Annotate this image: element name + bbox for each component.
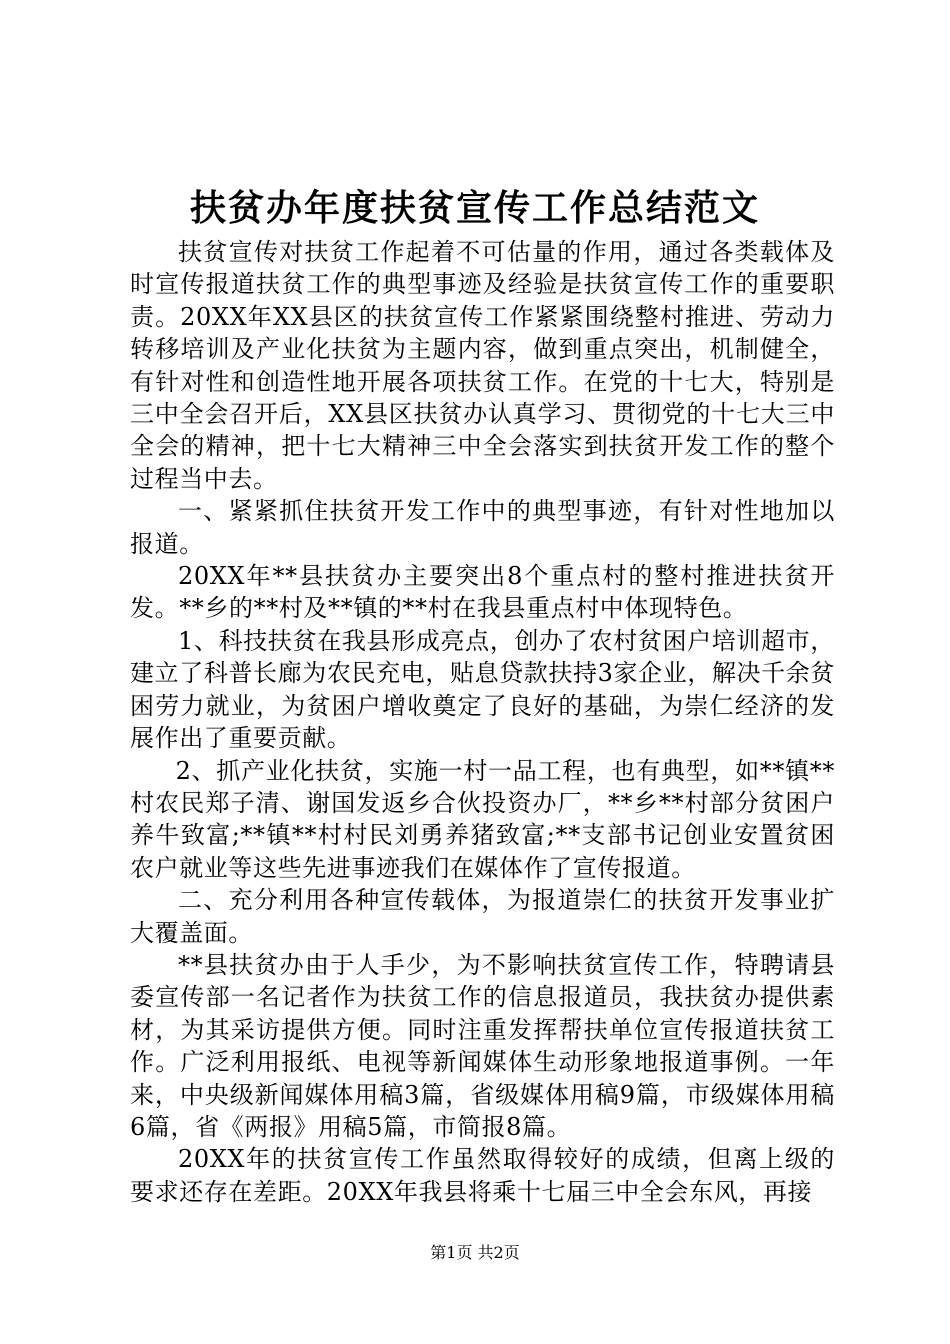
paragraph-outlook: 20XX年的扶贫宣传工作虽然取得较好的成绩，但离上级的要求还存在差距。20XX年我县将乘十七届三中全会东风，再接 (130, 1145, 835, 1206)
page-footer: 第1页 共2页 (430, 1243, 520, 1262)
paragraph-intro: 扶贫宣传对扶贫工作起着不可估量的作用，通过各类载体及时宣传报道扶贫工作的典型事迹及经验是扶贫宣传工作的重要职责。20XX年XX县区的扶贫宣传工作紧紧围绕整村推进、劳动力转移培训及产业化扶贫为主题内容，做到重点突出，机制健全，有针对性和创造性地开展各项扶贫工作。在党的十七大，特别是三中全会召开后，XX县区扶贫办认真学习、贯彻党的十七大三中全会的精神，把十七大精神三中全会落实到扶贫开发工作的整个过程当中去。 (130, 238, 835, 493)
paragraph-tech-poverty: 1、科技扶贫在我县形成亮点，创办了农村贫困户培训超市，建立了科普长廊为农民充电，贴息贷款扶持3家企业，解决千余贫困劳力就业，为贫困户增收奠定了良好的基础，为崇仁经济的发展作出了重要贡献。 (130, 626, 835, 753)
document-title: 扶贫办年度扶贫宣传工作总结范文 (189, 187, 760, 229)
document-body (130, 236, 835, 1208)
paragraph-section-2-heading: 二、充分利用各种宣传载体，为报道崇仁的扶贫开发事业扩大覆盖面。 (130, 886, 835, 947)
paragraph-media-coverage: **县扶贫办由于人手少，为不影响扶贫宣传工作，特聘请县委宣传部一名记者作为扶贫工作的信息报道员，我扶贫办提供素材，为其采访提供方便。同时注重发挥帮扶单位宣传报道扶贫工作。广泛利用报纸、电视等新闻媒体生动形象地报道事例。一年来，中央级新闻媒体用稿3篇，省级媒体用稿9篇，市级媒体用稿6篇，省《两报》用稿5篇，市简报8篇。 (130, 950, 835, 1141)
paragraph-section-1-heading: 一、紧紧抓住扶贫开发工作中的典型事迹，有针对性地加以报道。 (130, 497, 835, 558)
paragraph-key-villages: 20XX年**县扶贫办主要突出8个重点村的整村推进扶贫开发。**乡的**村及**镇的**村在我县重点村中体现特色。 (130, 562, 835, 623)
paragraph-industry-poverty: 2、抓产业化扶贫，实施一村一品工程，也有典型，如**镇**村农民郑子清、谢国发返乡合伙投资办厂，**乡**村部分贫困户养牛致富;**镇**村村民刘勇养猪致富;**支部书记创业安置贫困农户就业等这些先进事迹我们在媒体作了宣传报道。 (130, 756, 835, 882)
